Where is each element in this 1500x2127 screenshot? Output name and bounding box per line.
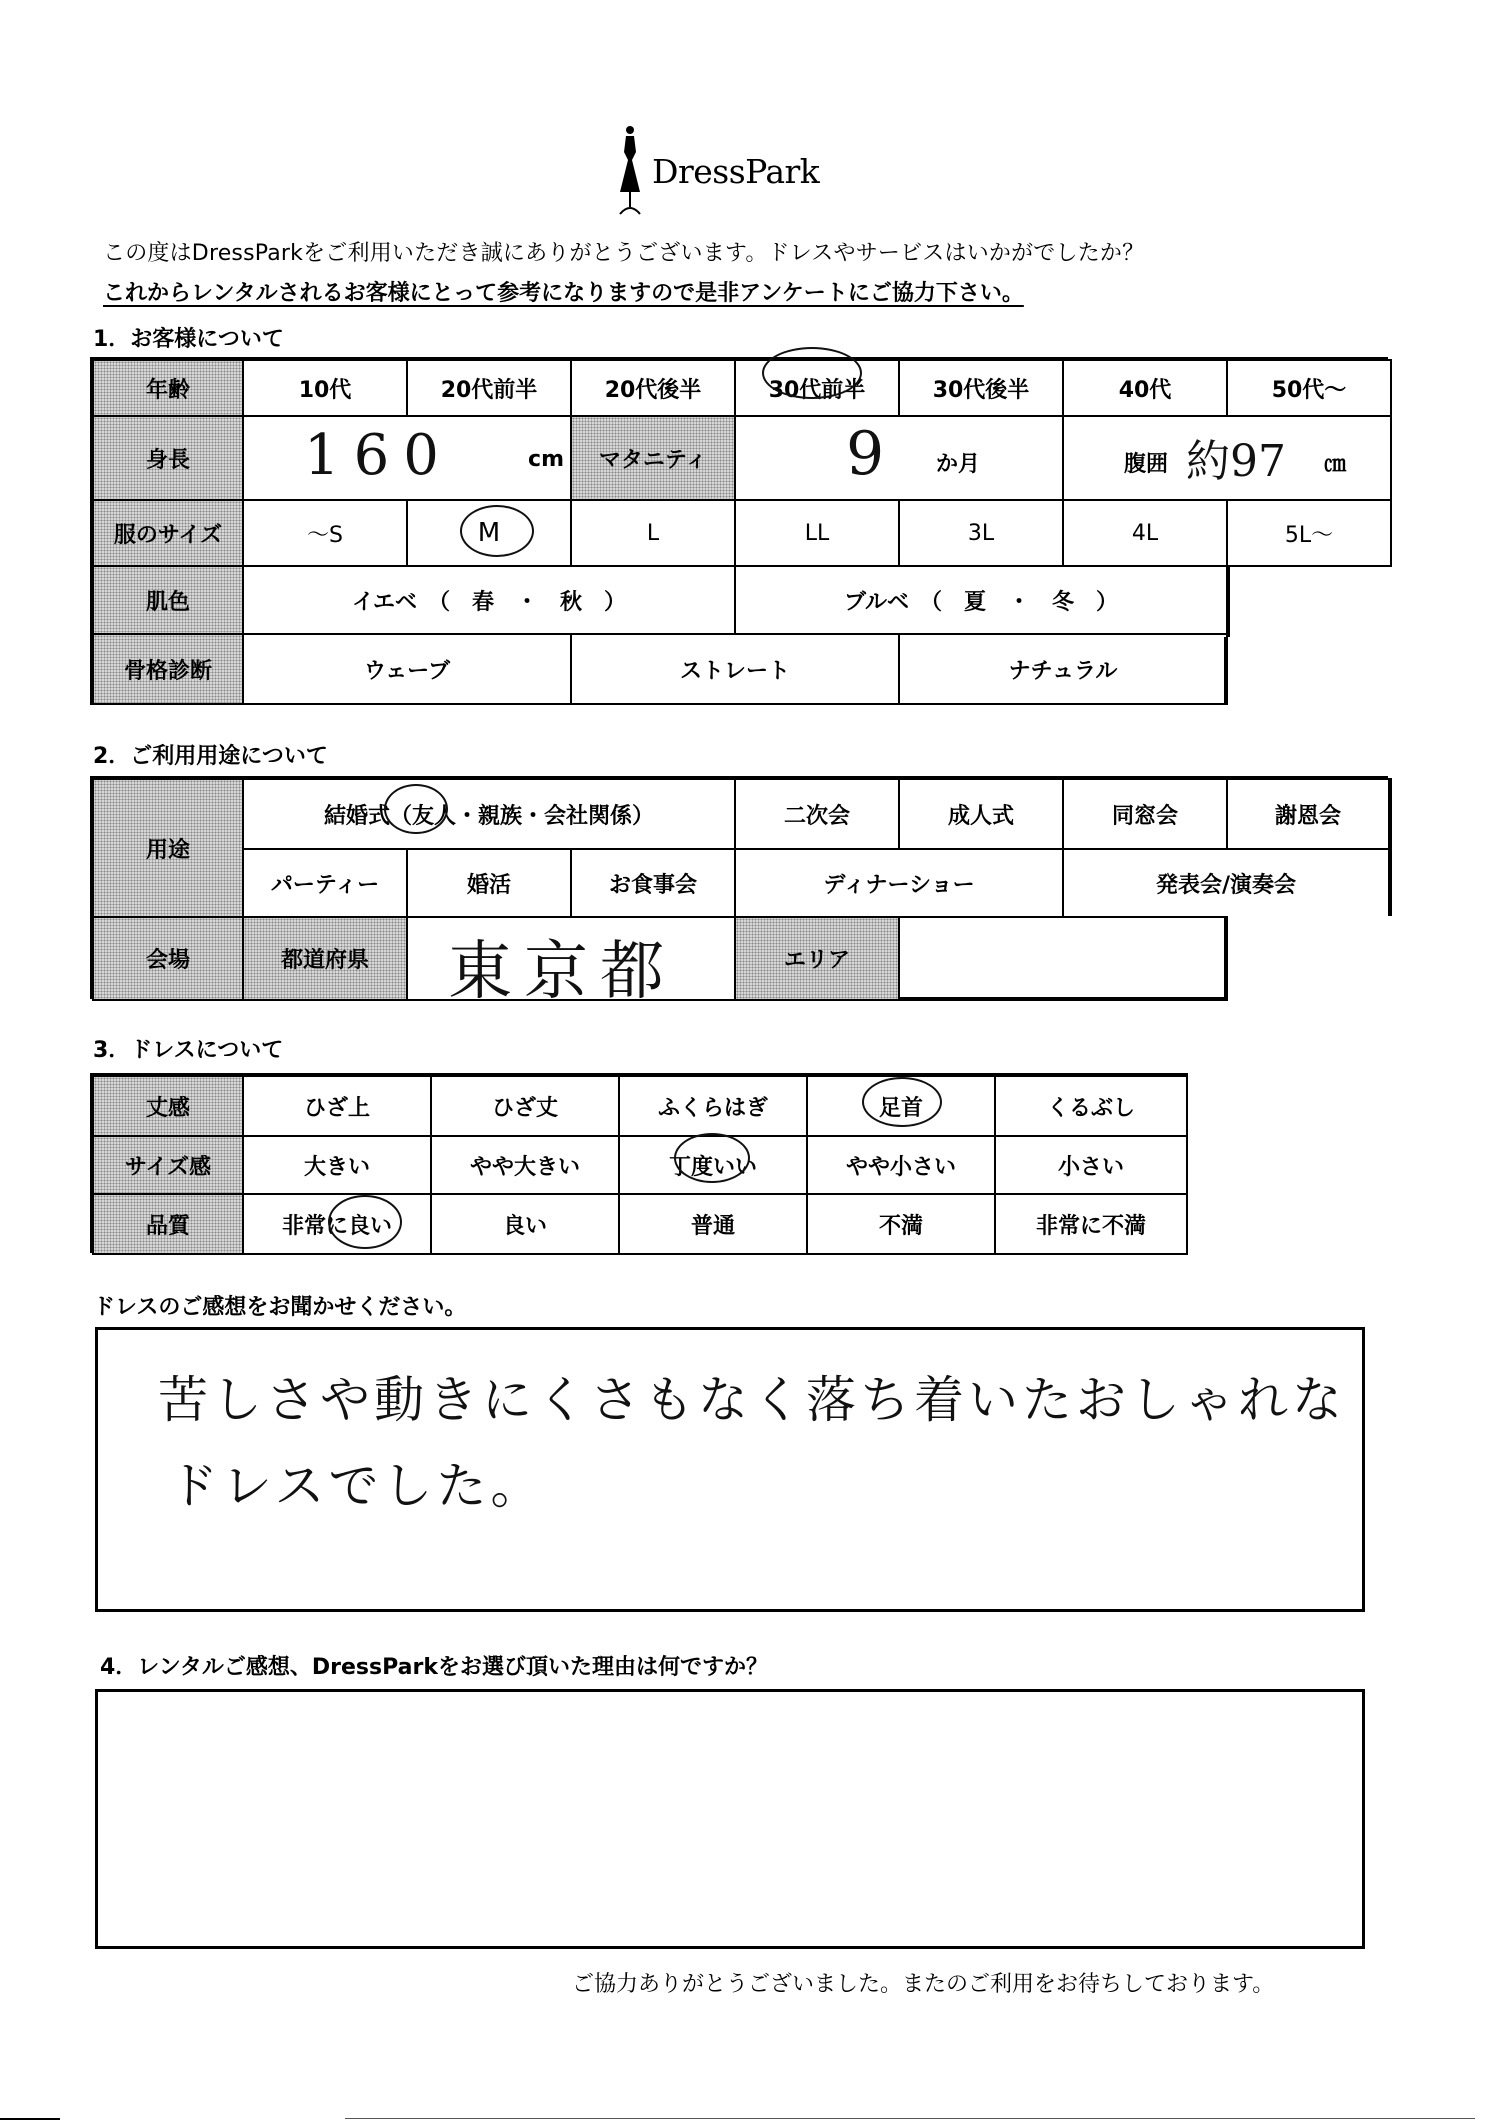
comment-prompt: ドレスのご感想をお聞かせください。	[93, 1295, 467, 1320]
size-option[interactable]: 5L～	[1226, 499, 1392, 567]
usage-option[interactable]: パーティー	[242, 848, 408, 918]
venue-label: 会場	[92, 916, 244, 1001]
quality-option[interactable]: 不満	[806, 1193, 996, 1255]
age-option[interactable]: 50代～	[1226, 359, 1392, 417]
age-option-selected[interactable]: 30代前半	[734, 359, 900, 417]
fit-option-selected[interactable]: 丁度いい	[618, 1135, 808, 1195]
usage-option[interactable]: 謝恩会	[1226, 778, 1392, 850]
maternity-unit: か月	[936, 452, 981, 477]
frame-option[interactable]: ウェーブ	[242, 633, 572, 705]
section-3-title: 3．ドレスについて	[93, 1038, 284, 1063]
frame-option[interactable]: ナチュラル	[898, 633, 1228, 705]
length-option[interactable]: ふくらはぎ	[618, 1075, 808, 1137]
intro-line-1: この度はDressParkをご利用いただき誠にありがとうございます。ドレスやサービスはいかがでしたか？	[103, 241, 1145, 266]
area-field[interactable]	[898, 916, 1228, 1001]
age-option[interactable]: 20代後半	[570, 359, 736, 417]
age-option[interactable]: 20代前半	[406, 359, 572, 417]
dress-form-icon	[610, 122, 650, 217]
quality-label: 品質	[92, 1193, 244, 1255]
usage-option[interactable]: 発表会/演奏会	[1062, 848, 1392, 918]
maternity-field[interactable]	[734, 415, 1064, 501]
customer-table	[90, 357, 1388, 705]
prefecture-field[interactable]	[406, 916, 736, 1009]
selection-circle	[328, 1195, 402, 1249]
waist-field[interactable]	[1062, 415, 1392, 501]
length-option[interactable]: くるぶし	[994, 1075, 1188, 1137]
frame-label: 骨格診断	[92, 633, 244, 705]
waist-value: 約97	[1186, 436, 1286, 487]
prefecture-value: 東京都	[448, 935, 676, 1009]
fit-option[interactable]: やや小さい	[806, 1135, 996, 1195]
frame-row-edge	[1224, 637, 1228, 705]
length-option[interactable]: ひざ丈	[430, 1075, 620, 1137]
usage-option[interactable]: 同窓会	[1062, 778, 1228, 850]
fit-option[interactable]: やや大きい	[430, 1135, 620, 1195]
logo-wordmark: DressPark	[652, 152, 820, 191]
usage-option[interactable]: お食事会	[570, 848, 736, 918]
size-option[interactable]: ～S	[242, 499, 408, 567]
usage-table	[90, 776, 1388, 1009]
bottom-mark-left	[0, 2118, 60, 2120]
rental-comment-box[interactable]	[95, 1689, 1365, 1949]
intro-line-2: これからレンタルされるお客様にとって参考になりますので是非アンケートにご協力下さい。	[103, 281, 1024, 306]
height-label: 身長	[92, 415, 244, 501]
comment-line-1: 苦しさや動きにくさもなく落ち着いたおしゃれな	[158, 1371, 1346, 1429]
section-4-title: 4．レンタルご感想、DressParkをお選び頂いた理由は何ですか？	[100, 1655, 768, 1680]
waist-label: 腹囲	[1124, 452, 1169, 477]
quality-option[interactable]: 良い	[430, 1193, 620, 1255]
selection-circle	[674, 1133, 750, 1183]
length-option[interactable]: ひざ上	[242, 1075, 432, 1137]
quality-option[interactable]: 非常に不満	[994, 1193, 1188, 1255]
waist-unit: ㎝	[1324, 452, 1347, 477]
skin-option-yellow-base[interactable]: イエベ （ 春 ・ 秋 ）	[242, 565, 736, 635]
quality-option[interactable]: 普通	[618, 1193, 808, 1255]
quality-option-selected[interactable]: 非常に良い	[242, 1193, 432, 1255]
usage-option[interactable]: 成人式	[898, 778, 1064, 850]
maternity-value: 9	[846, 419, 885, 489]
selection-circle	[762, 347, 862, 399]
selection-circle	[460, 505, 534, 557]
height-value: 160	[304, 423, 453, 488]
age-option[interactable]: 10代	[242, 359, 408, 417]
height-field[interactable]	[242, 415, 572, 501]
size-option[interactable]: LL	[734, 499, 900, 567]
length-label: 丈感	[92, 1075, 244, 1137]
size-label: 服のサイズ	[92, 499, 244, 567]
usage-option-wedding[interactable]: 結婚式（友人・親族・会社関係）	[242, 778, 736, 850]
fit-option[interactable]: 大きい	[242, 1135, 432, 1195]
age-option[interactable]: 40代	[1062, 359, 1228, 417]
dress-comment-box[interactable]	[95, 1327, 1365, 1612]
age-option[interactable]: 30代後半	[898, 359, 1064, 417]
bottom-rule	[345, 2118, 1475, 2119]
frame-row-blank-edge	[1384, 600, 1392, 709]
selection-circle	[384, 784, 448, 834]
section-1-title: 1．お客様について	[93, 327, 284, 352]
fit-label: サイズ感	[92, 1135, 244, 1195]
selection-circle	[862, 1077, 942, 1127]
height-unit: cm	[528, 447, 564, 472]
size-option[interactable]: 4L	[1062, 499, 1228, 567]
footer-thanks: ご協力ありがとうございました。またのご利用をお待ちしております。	[572, 1972, 1275, 1997]
age-label: 年齢	[92, 359, 244, 417]
usage-option[interactable]: 婚活	[406, 848, 572, 918]
skin-row-edge	[1226, 600, 1228, 640]
venue-row-blank	[1228, 916, 1394, 1006]
prefecture-label: 都道府県	[242, 916, 408, 1001]
frame-row-blank	[1226, 637, 1392, 709]
size-option-selected[interactable]: M	[406, 499, 572, 567]
skin-label: 肌色	[92, 565, 244, 635]
frame-option[interactable]: ストレート	[570, 633, 900, 705]
dress-table	[90, 1073, 1188, 1253]
size-option[interactable]: L	[570, 499, 736, 567]
usage-label: 用途	[92, 778, 244, 918]
area-label: エリア	[734, 916, 900, 1001]
usage-option[interactable]: ディナーショー	[734, 848, 1064, 918]
length-option-selected[interactable]: 足首	[806, 1075, 996, 1137]
comment-line-2: ドレスでした。	[168, 1457, 545, 1515]
section-2-title: 2．ご利用用途について	[93, 744, 328, 769]
maternity-label: マタニティ	[570, 415, 736, 501]
usage-option[interactable]: 二次会	[734, 778, 900, 850]
size-option[interactable]: 3L	[898, 499, 1064, 567]
skin-option-blue-base[interactable]: ブルベ （ 夏 ・ 冬 ）	[734, 565, 1228, 635]
fit-option[interactable]: 小さい	[994, 1135, 1188, 1195]
dresspark-logo	[610, 122, 850, 217]
